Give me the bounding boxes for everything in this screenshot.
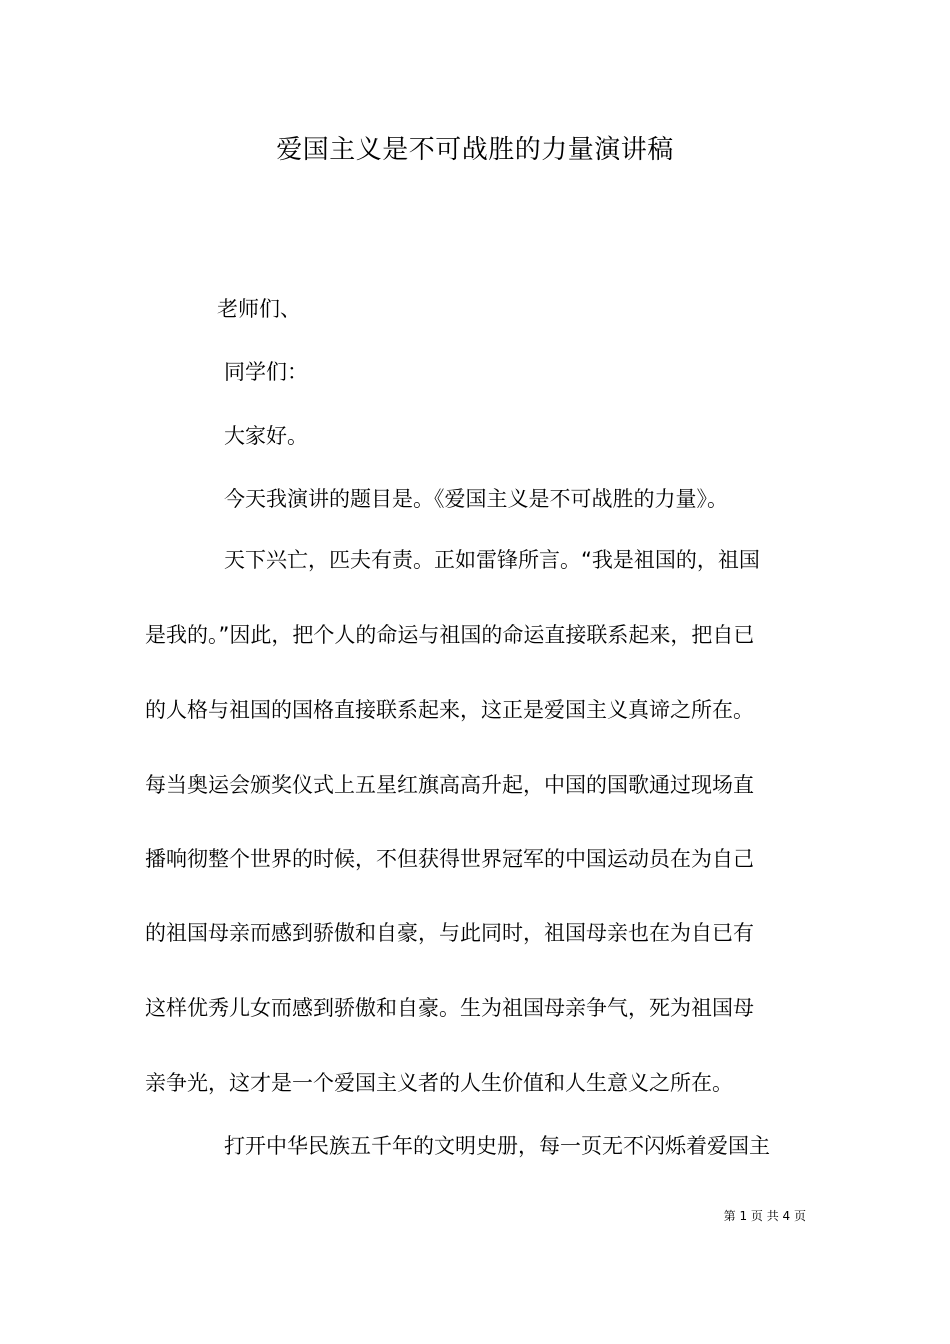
- paragraph-line: 播响彻整个世界的时候，不但获得世界冠军的中国运动员在为自己: [145, 847, 754, 871]
- paragraph-line: 的祖国母亲而感到骄傲和自豪，与此同时，祖国母亲也在为自已有: [145, 921, 754, 945]
- greeting-teachers: 老师们、: [217, 297, 301, 321]
- greeting-hello: 大家好。: [224, 424, 308, 448]
- paragraph-line: 每当奥运会颁奖仪式上五星红旗高高升起，中国的国歌通过现场直: [145, 773, 754, 797]
- paragraph-line: 是我的。”因此，把个人的命运与祖国的命运直接联系起来，把自已: [145, 623, 755, 647]
- document-title: 爱国主义是不可战胜的力量演讲稿: [276, 135, 674, 165]
- paragraph-line: 的人格与祖国的国格直接联系起来，这正是爱国主义真谛之所在。: [145, 698, 754, 722]
- paragraph-line: 天下兴亡，匹夫有责。正如雷锋所言。“我是祖国的，祖国: [224, 548, 760, 572]
- page-footer: 第 1 页 共 4 页: [723, 1209, 806, 1223]
- paragraph-line: 打开中华民族五千年的文明史册，每一页无不闪烁着爱国主: [224, 1134, 770, 1158]
- topic-line: 今天我演讲的题目是。《爱国主义是不可战胜的力量》。: [224, 487, 728, 511]
- paragraph-line: 这样优秀儿女而感到骄傲和自豪。生为祖国母亲争气，死为祖国母: [145, 996, 754, 1020]
- paragraph-line: 亲争光，这才是一个爱国主义者的人生价值和人生意义之所在。: [145, 1071, 733, 1095]
- greeting-students: 同学们：: [224, 360, 308, 384]
